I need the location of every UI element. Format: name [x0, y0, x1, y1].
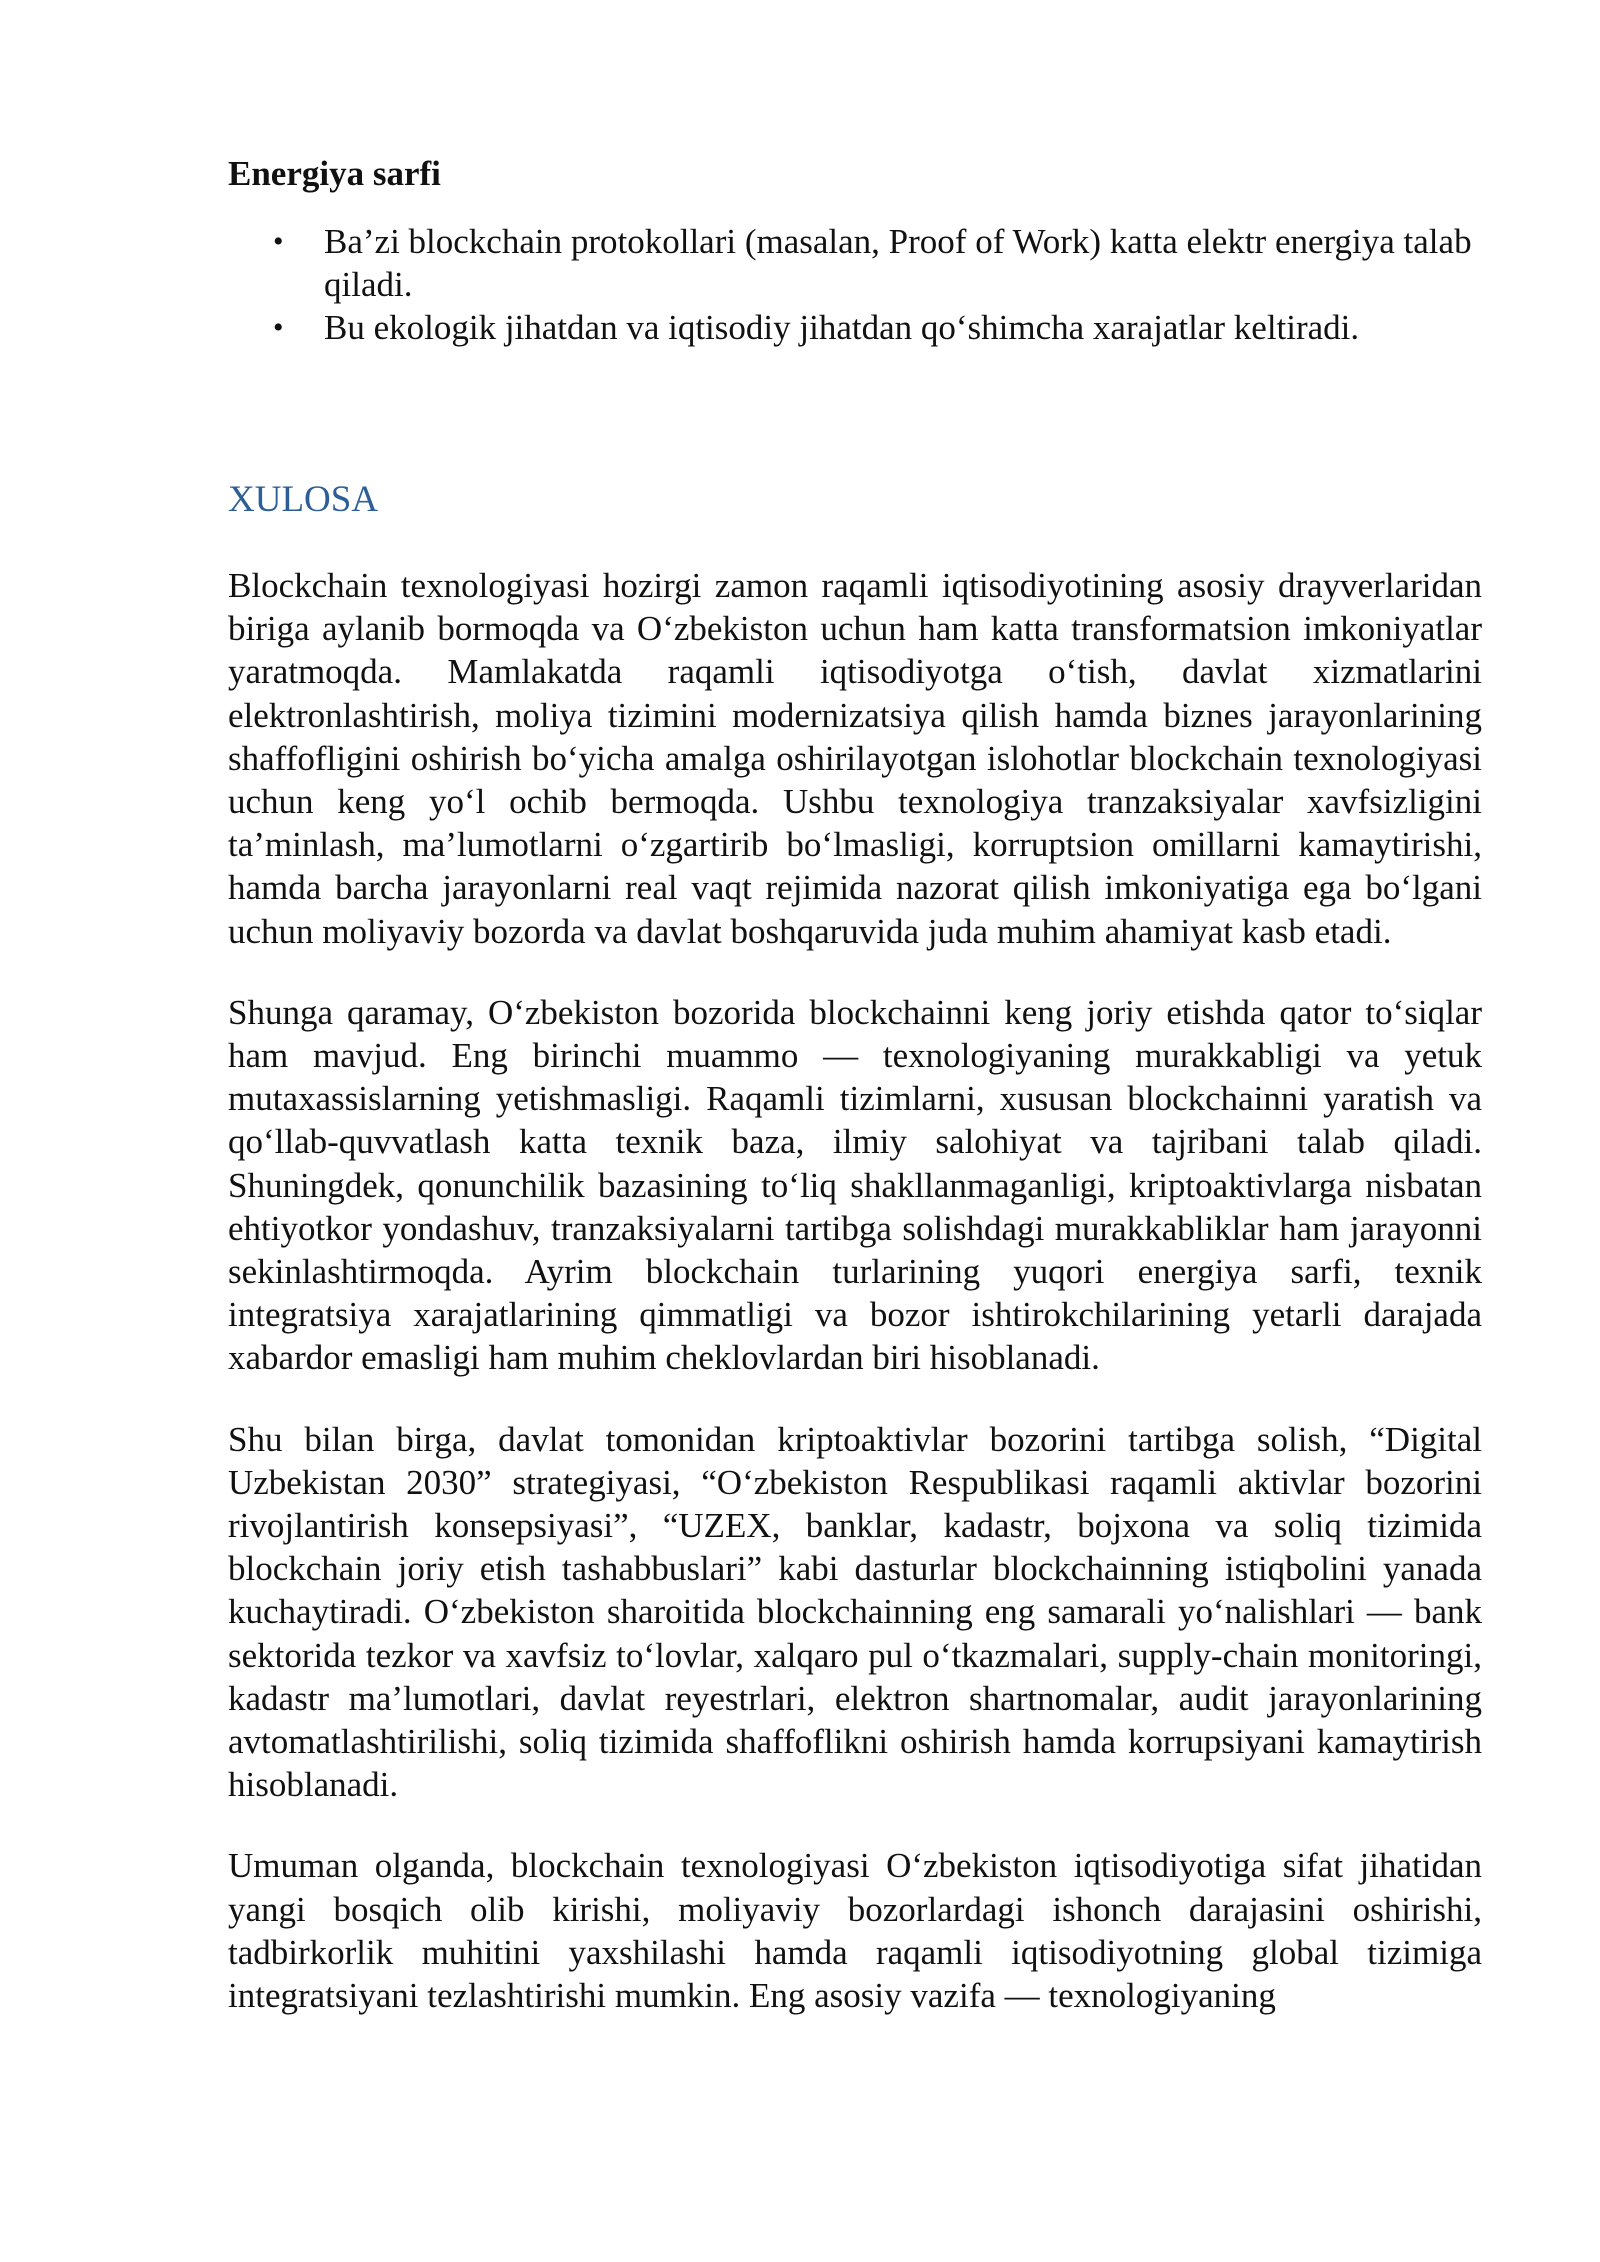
list-item [273, 220, 1482, 306]
paragraph: Blockchain texnologiyasi hozirgi zamon raqamli iqtisodiyotining asosiy drayverlaridan biriga aylanib bormoqda va O‘zbekiston uchun ham katta transformatsion imkoniyatlar yaratmoqda. Mamlakatda raqamli iqtisodiyotga o‘tish, davlat xizmatlarini elektronlashtirish, moliya tizimini modernizatsiya qilish hamda biznes jarayonlarining shaffofligini oshirish bo‘yicha amalga oshirilayotgan islohotlar blockchain texnologiyasi uchun keng yo‘l ochib bermoqda. Ushbu texnologiya tranzaksiyalar xavfsizligini ta’minlash, ma’lumotlarni o‘zgartirib bo‘lmasligi, korruptsion omillarni kamaytirishi, hamda barcha jarayonlarni real vaqt rejimida nazorat qilish imkoniyatiga ega bo‘lgani uchun moliyaviy bozorda va davlat boshqaruvida juda muhim ahamiyat kasb etadi. [228, 566, 1482, 951]
conclusion-body [228, 564, 1482, 2055]
page-content [228, 148, 1482, 2016]
list-item [273, 306, 1482, 349]
list-item-text: Bu ekologik jihatdan va iqtisodiy jihatdan qo‘shimcha xarajatlar keltiradi. [324, 308, 1360, 347]
paragraph: Umuman olganda, blockchain texnologiyasi O‘zbekiston iqtisodiyotiga sifat jihatidan yangi bosqich olib kirishi, moliyaviy bozorlardagi ishonch darajasini oshirishi, tadbirkorlik muhitini yaxshilashi hamda raqamli iqtisodiyotning global tizimiga integratsiyani tezlashtirishi mumkin. Eng asosiy vazifa — texnologiyaning [228, 1846, 1482, 2016]
paragraph: Shunga qaramay, O‘zbekiston bozorida blockchainni keng joriy etishda qator to‘siqlar ham mavjud. Eng birinchi muammo — texnologiyaning murakkabligi va yetuk mutaxassislarning yetishmasligi. Raqamli tizimlarni, xususan blockchainni yaratish va qo‘llab-quvvatlash katta texnik baza, ilmiy salohiyat va tajribani talab qiladi. Shuningdek, qonunchilik bazasining to‘liq shakllanmaganligi, kriptoaktivlarga nisbatan ehtiyotkor yondashuv, tranzaksiyalarni tartibga solishdagi murakkabliklar ham jarayonni sekinlashtirmoqda. Ayrim blockchain turlarining yuqori energiya sarfi, texnik integratsiya xarajatlarining qimmatligi va bozor ishtirokchilarining yetarli darajada xabardor emasligi ham muhim cheklovlardan biri hisoblanadi. [228, 992, 1482, 1378]
section-heading: Energiya sarfi [228, 154, 441, 193]
list-item-text: Ba’zi blockchain protokollari (masalan, Proof of Work) katta elektr energiya talab qiladi. [324, 222, 1472, 304]
bullet-list [228, 220, 1482, 349]
bullet-icon: • [273, 311, 284, 344]
paragraph: Shu bilan birga, davlat tomonidan kriptoaktivlar bozorini tartibga solish, “Digital Uzbekistan 2030” strategiyasi, “O‘zbekiston Respublikasi raqamli aktivlar bozorini rivojlantirish konsepsiyasi”, “UZEX, banklar, kadastr, bojxona va soliq tizimida blockchain joriy etish tashabbuslari” kabi dasturlar blockchainning istiqbolini yanada kuchaytiradi. O‘zbekiston sharoitida blockchainning eng samarali yo‘nalishlari — bank sektorida tezkor va xavfsiz to‘lovlar, xalqaro pul o‘tkazmalari, supply-chain monitoringi, kadastr ma’lumotlari, davlat reyestrlari, elektron shartnomalar, audit jarayonlarining avtomatlashtirilishi, soliq tizimida shaffoflikni oshirish hamda korrupsiyani kamaytirish hisoblanadi. [228, 1419, 1482, 1805]
conclusion-title: XULOSA [228, 479, 379, 520]
bullet-icon: • [273, 225, 284, 258]
